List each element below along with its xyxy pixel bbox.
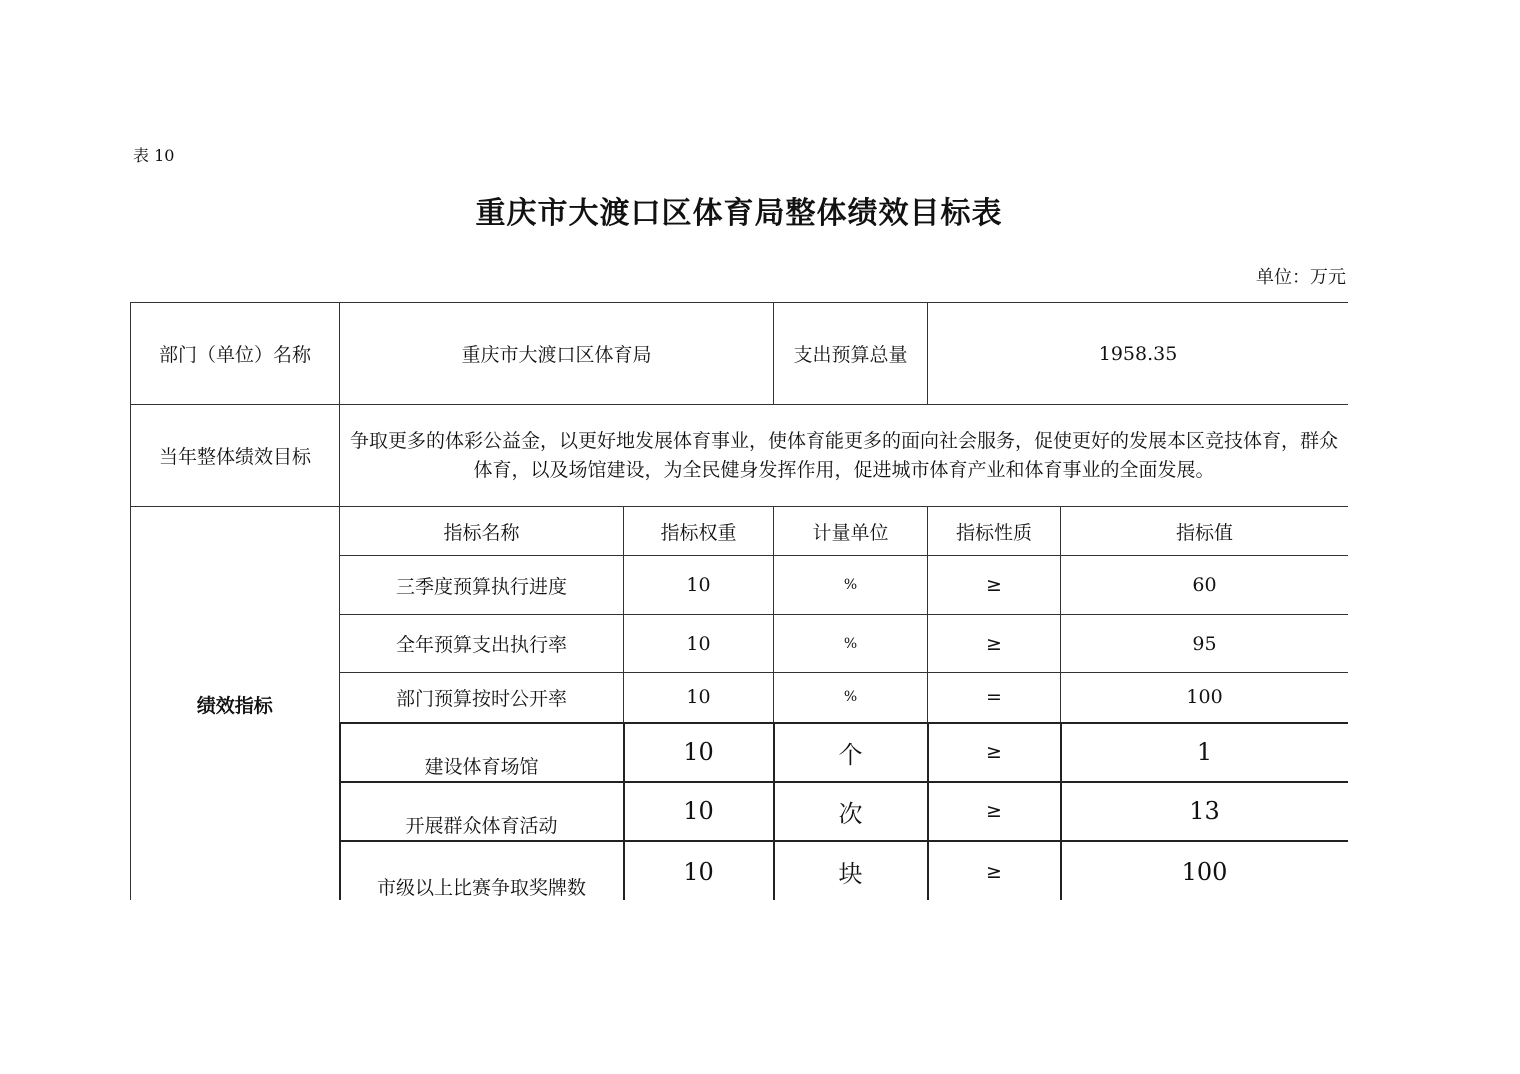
indicator-unit: % xyxy=(774,556,928,615)
indicator-nature: ≥ xyxy=(928,556,1061,615)
indicator-value: 13 xyxy=(1061,782,1348,841)
indicator-name: 市级以上比赛争取奖牌数 xyxy=(340,841,624,901)
indicator-weight: 10 xyxy=(624,841,774,901)
indicator-nature: ≥ xyxy=(928,782,1061,841)
column-header-unit: 计量单位 xyxy=(774,507,928,556)
unit-note: 单位：万元 xyxy=(1256,267,1346,288)
indicator-name: 三季度预算执行进度 xyxy=(340,556,624,615)
indicator-weight: 10 xyxy=(624,615,774,673)
performance-table xyxy=(130,302,1348,900)
indicator-name: 开展群众体育活动 xyxy=(340,782,624,841)
indicator-unit: % xyxy=(774,615,928,673)
indicator-nature: ≥ xyxy=(928,723,1061,782)
indicator-weight: 10 xyxy=(624,782,774,841)
indicator-value: 100 xyxy=(1061,673,1348,723)
indicator-unit: % xyxy=(774,673,928,723)
column-header-name: 指标名称 xyxy=(340,507,624,556)
indicator-section-label: 绩效指标 xyxy=(131,507,340,901)
dept-row xyxy=(131,303,1349,405)
indicator-nature: ≥ xyxy=(928,841,1061,901)
budget-value: 1958.35 xyxy=(928,303,1348,405)
budget-label: 支出预算总量 xyxy=(774,303,928,405)
indicator-weight: 10 xyxy=(624,673,774,723)
column-header-weight: 指标权重 xyxy=(624,507,774,556)
indicator-value: 1 xyxy=(1061,723,1348,782)
document-title: 重庆市大渡口区体育局整体绩效目标表 xyxy=(475,196,1003,231)
indicator-name: 建设体育场馆 xyxy=(340,723,624,782)
indicator-name: 部门预算按时公开率 xyxy=(340,673,624,723)
indicator-unit: 次 xyxy=(774,782,928,841)
indicator-value: 95 xyxy=(1061,615,1348,673)
dept-label: 部门（单位）名称 xyxy=(131,303,340,405)
indicator-header-row xyxy=(131,507,1349,556)
indicator-nature: = xyxy=(928,673,1061,723)
goal-label: 当年整体绩效目标 xyxy=(131,405,340,507)
indicator-value: 60 xyxy=(1061,556,1348,615)
column-header-nature: 指标性质 xyxy=(928,507,1061,556)
indicator-name: 全年预算支出执行率 xyxy=(340,615,624,673)
goal-row xyxy=(131,405,1349,507)
performance-table-frame xyxy=(130,302,1348,900)
indicator-weight: 10 xyxy=(624,723,774,782)
column-header-value: 指标值 xyxy=(1061,507,1348,556)
indicator-unit: 块 xyxy=(774,841,928,901)
indicator-weight: 10 xyxy=(624,556,774,615)
indicator-unit: 个 xyxy=(774,723,928,782)
indicator-nature: ≥ xyxy=(928,615,1061,673)
goal-value: 争取更多的体彩公益金，以更好地发展体育事业，使体育能更多的面向社会服务，促使更好的发展本区竞技体育，群众体育，以及场馆建设，为全民健身发挥作用，促进城市体育产业和体育事业的全面发展。 xyxy=(340,405,1349,507)
table-number: 表 10 xyxy=(133,146,175,165)
dept-value: 重庆市大渡口区体育局 xyxy=(340,303,774,405)
indicator-value: 100 xyxy=(1061,841,1348,901)
